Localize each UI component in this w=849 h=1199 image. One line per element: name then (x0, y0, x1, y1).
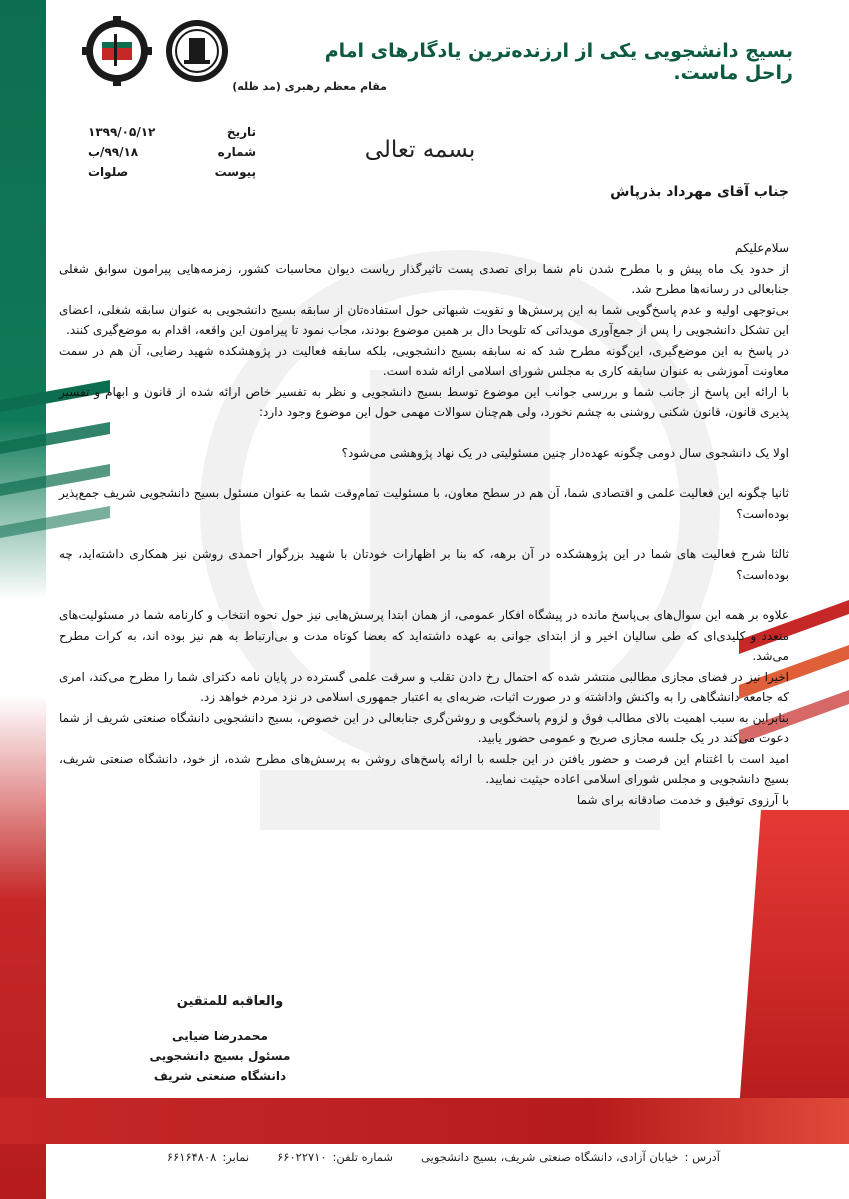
question: اولا یک دانشجوی سال دومی چگونه عهده‌دار چنین مسئولیتی در یک نهاد پژوهشی می‌شود؟ (341, 445, 789, 460)
phone-label: شماره تلفن: (332, 1150, 394, 1164)
paragraph: بنابراین به سبب اهمیت بالای مطالب فوق و لزوم پاسخگویی و روشن‌گری جنابعالی در این خصوص، بسیج دانشجویی دانشگاه صنعتی شریف از شما دعوت می‌کند در یک جلسه مجازی صریح و عمومی حضور یابید. (59, 710, 789, 745)
attachment-value: صلوات (88, 165, 129, 179)
paragraph: با آرزوی توفیق و خدمت صادقانه برای شما (576, 792, 789, 807)
letter-meta-labels (194, 122, 256, 182)
fax-label: نمابر: (222, 1150, 250, 1164)
question: ثالثا شرح فعالیت های شما در این پژوهشکده در آن برهه، که بنا بر اظهارات خودتان با شهید بزرگوار احمدی روشن نیز همکاری داشته‌اید، چه بوده‌است؟ (59, 547, 789, 582)
fax-value: ۶۶۱۶۴۸۰۸ (166, 1150, 217, 1164)
address-value: خیابان آزادی، دانشگاه صنعتی شریف، بسیج دانشجویی (421, 1150, 679, 1164)
basij-emblem-logo-icon (82, 16, 152, 86)
letter-body (59, 238, 789, 810)
attachment-label: پیوست (214, 165, 256, 179)
date-label: تاریخ (226, 125, 256, 139)
signatory-name: محمدرضا ضیایی (172, 1029, 268, 1043)
paragraph: از حدود یک ماه پیش و با مطرح شدن نام شما برای تصدی پست تاثیرگذار ریاست دیوان محاسبات کشور، زمزمه‌هایی پیرامون سوابق شغلی جنابعالی در رسانه‌ها مطرح شد. (59, 261, 789, 296)
closing-phrase: والعاقبه للمتقین (176, 994, 284, 1009)
basmala-heading: بسمه تعالی (364, 137, 476, 163)
signatory-title: مسئول بسیج دانشجویی (149, 1049, 291, 1063)
header-attribution: مقام معظم رهبری (مد ظله) (232, 80, 387, 93)
letter-addressee: جناب آقای مهرداد بذرپاش (610, 184, 789, 200)
greeting: سلام‌علیکم (734, 241, 789, 255)
footer-fax (167, 1150, 249, 1164)
question: ثانیا چگونه این فعالیت علمی و اقتصادی شما، آن هم در سطح معاون، با مسئولیت تمام‌وقت شما به عنوان مسئول بسیج دانشجویی شریف جمع‌پذیر بوده‌است؟ (59, 486, 789, 521)
header-motto: بسیج دانشجویی یکی از ارزنده‌ترین یادگارهای امام راحل ماست. (324, 40, 793, 84)
paragraph: امید است با اغتنام این فرصت و حضور یافتن در این جلسه با ارائه پاسخ‌های روشن به پرسش‌های مطرح شده، از خود، دانشگاه صنعتی شریف، بسیج دانشجویی و مجلس شورای اسلامی اعاده حیثیت نمایید. (59, 751, 789, 786)
signature-block (120, 1026, 320, 1086)
signatory-organization: دانشگاه صنعتی شریف (153, 1069, 287, 1083)
header-logos (82, 16, 232, 86)
number-value: ۹۹/۱۸/ب (88, 145, 139, 159)
paragraph: با ارائه این پاسخ از جانب شما و بررسی جوانب این موضوع توسط بسیج دانشجویی و نظر به تفسیر خاص ارائه شده از قانون و ابهام و تفسیر پذیری قانون، قانون شکنی روشنی به چشم نخورد، ولی هم‌چنان سوالات مهمی حول این موضوع وجود دارد: (59, 384, 789, 419)
bottom-red-band (0, 1098, 849, 1144)
paragraph: علاوه بر همه این سوال‌های بی‌پاسخ مانده در پیشگاه افکار عمومی، از همان ابتدا پرسش‌هایی نیز حول نحوه انتخاب و کارنامه شما در مسئولیت‌های متعدد و کلیدی‌ای که طی سالیان اخیر و از ابتدای جوانی به عهده داشته‌اید که بعضا کوتاه مدت و بی‌ارتباط به هم نیز بوده اند، به کرات مطرح می‌شد. (59, 608, 789, 663)
footer-contact (70, 1150, 720, 1164)
number-label: شماره (217, 145, 256, 159)
paragraph: بی‌توجهی اولیه و عدم پاسخ‌گویی شما به این پرسش‌ها و تقویت شبهاتی حول استفاده‌تان از سابقه بسیج دانشجویی به عنوان سابقه شغلی، اعضای این تشکل دانشجویی را پس از جمع‌آوری مویداتی که تلویحا دال بر همین موضوع بودند، مجاب نمود تا پیرامون این واقعه، اقدام به موضع‌گیری کنند. (59, 302, 789, 337)
address-label: آدرس : (684, 1150, 720, 1164)
left-color-bar (0, 0, 46, 1199)
date-value: ۱۳۹۹/۰۵/۱۲ (88, 125, 156, 139)
paragraph: در پاسخ به این موضع‌گیری، این‌گونه مطرح شد که نه سابقه بسیج دانشجویی، بلکه سابقه فعالیت در پژوهشکده شهید رضایی، آن هم در سمت معاونت آموزشی به عنوان سابقه کاری به مجلس شورای اسلامی ارائه شده است. (59, 343, 789, 378)
sharif-university-logo-icon (162, 16, 232, 86)
footer-phone (277, 1150, 393, 1164)
phone-value: ۶۶۰۲۲۷۱۰ (277, 1150, 327, 1164)
letter-meta-values (88, 122, 180, 182)
paragraph: اخیرا نیز در فضای مجازی مطالبی منتشر شده که احتمال رخ دادن تقلب و سرقت علمی گسترده در پایان نامه دکترای شما را مطرح می‌کند، امری که جامعه دانشگاهی را به واکنش واداشته و در صورت اثبات، ضربه‌ای به اعتبار جمهوری اسلامی در نزد مردم خواهد زد. (59, 669, 789, 704)
footer-address (421, 1150, 720, 1164)
